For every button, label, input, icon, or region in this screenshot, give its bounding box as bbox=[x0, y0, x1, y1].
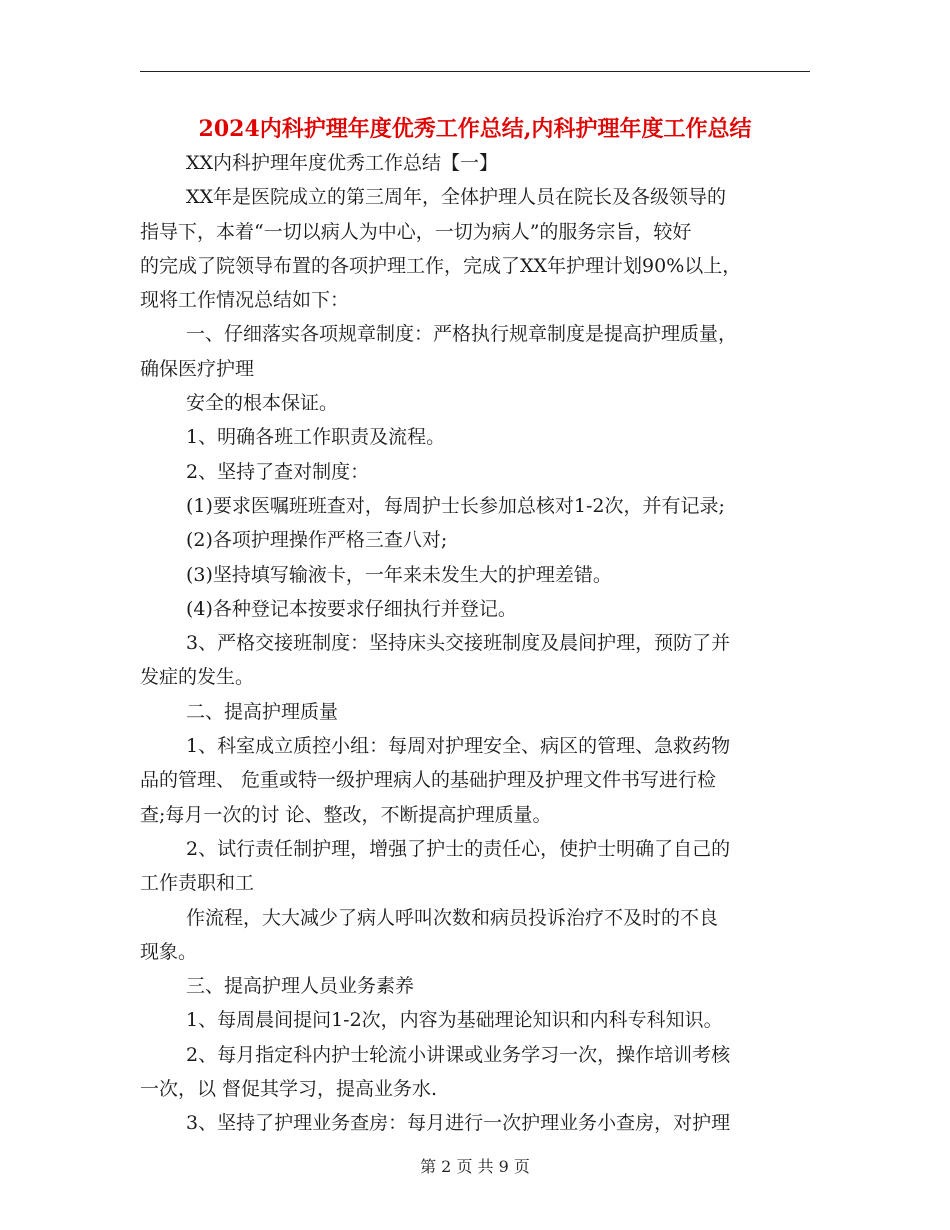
list-item: 1、明确各班工作职责及流程。 bbox=[186, 426, 446, 449]
paragraph-line: 现象。 bbox=[140, 940, 198, 963]
list-item: (2)各项护理操作严格三查八对; bbox=[186, 529, 448, 552]
paragraph-line: 一次，以 督促其学习，提高业务水. bbox=[140, 1078, 438, 1101]
list-item: 3、严格交接班制度：坚持床头交接班制度及晨间护理，预防了并 bbox=[186, 632, 731, 655]
paragraph-line: 一、仔细落实各项规章制度：严格执行规章制度是提高护理质量， bbox=[186, 323, 738, 346]
paragraph-line: 安全的根本保证。 bbox=[186, 392, 339, 415]
list-item: 2、坚持了查对制度： bbox=[186, 460, 370, 483]
paragraph-line: 作流程，大大减少了病人呼叫次数和病员投诉治疗不及时的不良 bbox=[186, 906, 719, 929]
paragraph-line: 工作责职和工 bbox=[140, 872, 255, 895]
paragraph-line: 品的管理、 危重或特一级护理病人的基础护理及护理文件书写进行检 bbox=[140, 769, 717, 792]
list-item: 1、科室成立质控小组：每周对护理安全、病区的管理、急救药物 bbox=[186, 735, 731, 758]
document-title: 2024内科护理年度优秀工作总结,内科护理年度工作总结 bbox=[198, 116, 752, 142]
list-item: 2、试行责任制护理，增强了护士的责任心，使护士明确了自己的 bbox=[186, 837, 731, 860]
list-item: (1)要求医嘱班班查对，每周护士长参加总核对1-2次，并有记录; bbox=[186, 494, 725, 517]
paragraph-line: 确保医疗护理 bbox=[140, 357, 255, 380]
list-item: 1、每周晨间提问1-2次，内容为基础理论知识和内科专科知识。 bbox=[186, 1009, 723, 1032]
page-number: 第 2 页 共 9 页 bbox=[420, 1157, 530, 1176]
document-body bbox=[140, 146, 810, 1141]
list-item: (3)坚持填写输液卡，一年来未发生大的护理差错。 bbox=[186, 563, 612, 586]
paragraph-line: 的完成了院领导布置的各项护理工作，完成了XX年护理计划90%以上， bbox=[140, 254, 742, 277]
paragraph-line: 现将工作情况总结如下： bbox=[140, 289, 350, 312]
list-item: (4)各种登记本按要求仔细执行并登记。 bbox=[186, 597, 517, 620]
paragraph-line: 查;每月一次的讨 论、整改，不断提高护理质量。 bbox=[140, 803, 552, 826]
header-rule bbox=[140, 71, 810, 72]
paragraph-line: 发症的发生。 bbox=[140, 666, 255, 689]
paragraph-line: 指导下，本着“一切以病人为中心，一切为病人”的服务宗旨，较好 bbox=[140, 220, 692, 243]
section-heading: XX内科护理年度优秀工作总结【一】 bbox=[186, 152, 499, 174]
paragraph-line: XX年是医院成立的第三周年，全体护理人员在院长及各级领导的 bbox=[186, 186, 727, 209]
section-heading: 二、提高护理质量 bbox=[186, 700, 339, 723]
section-heading: 三、提高护理人员业务素养 bbox=[186, 975, 415, 998]
list-item: 2、每月指定科内护士轮流小讲课或业务学习一次，操作培训考核 bbox=[186, 1043, 731, 1066]
list-item: 3、坚持了护理业务查房：每月进行一次护理业务小查房，对护理 bbox=[186, 1112, 731, 1135]
